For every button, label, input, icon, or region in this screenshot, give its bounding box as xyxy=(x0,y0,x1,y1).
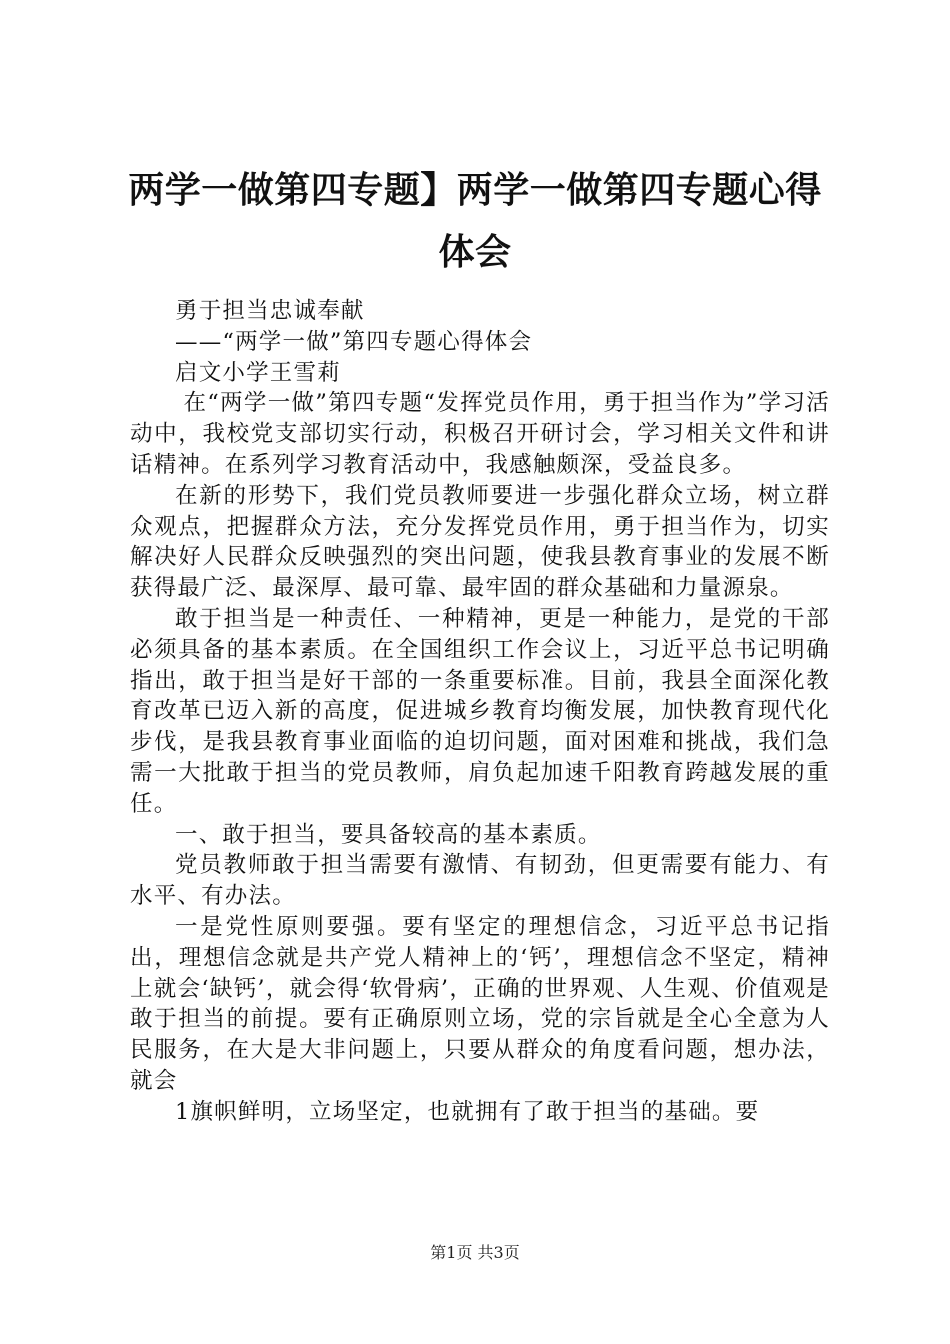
page-footer: 第1页 共3页 xyxy=(430,1243,520,1262)
body-paragraph: 敢于担当是一种责任、一种精神，更是一种能力，是党的干部必须具备的基本素质。在全国组织工作会议上，习近平总书记明确指出，敢于担当是好干部的一条重要标准。目前，我县全面深化教育改革已迈入新的高度，促进城乡教育均衡发展，加快教育现代化步伐，是我县教育事业面临的迫切问题，面对困难和挑战，我们急需一大批敢于担当的党员教师，肩负起加速千阳教育跨越发展的重任。 xyxy=(130,605,830,817)
body-paragraph: 1旗帜鲜明，立场坚定，也就拥有了敢于担当的基础。要 xyxy=(175,1098,760,1125)
body-paragraph: 在“两学一做”第四专题“发挥党员作用，勇于担当作为”学习活动中，我校党支部切实行动，积极召开研讨会，学习相关文件和讲话精神。在系列学习教育活动中，我感触颇深，受益良多。 xyxy=(130,390,830,478)
subtitle-line: 勇于担当忠诚奉献 xyxy=(175,298,365,324)
body-paragraph: 党员教师敢于担当需要有激情、有韧劲，但更需要有能力、有水平、有办法。 xyxy=(130,852,830,910)
body-paragraph: 一是党性原则要强。要有坚定的理想信念，习近平总书记指出，理想信念就是共产党人精神上的‘钙’，理想信念不坚定，精神上就会‘缺钙’，就会得‘软骨病’，正确的世界观、人生观、价值观是敢于担当的前提。要有正确原则立场，党的宗旨就是全心全意为人民服务，在大是大非问题上，只要从群众的角度看问题，想办法，就会 xyxy=(130,913,830,1094)
author-line: 启文小学王雪莉 xyxy=(175,359,341,386)
section-heading: 一、敢于担当，要具备较高的基本素质。 xyxy=(175,821,602,848)
body-paragraph: 在新的形势下，我们党员教师要进一步强化群众立场，树立群众观点，把握群众方法，充分发挥党员作用，勇于担当作为，切实解决好人民群众反映强烈的突出问题，使我县教育事业的发展不断获得最广泛、最深厚、最可靠、最牢固的群众基础和力量源泉。 xyxy=(130,482,830,602)
document-body xyxy=(130,296,830,1128)
document-title: 两学一做第四专题】两学一做第四专题心得体会 xyxy=(128,170,822,273)
subtitle-line: ——“两学一做”第四专题心得体会 xyxy=(175,328,533,355)
